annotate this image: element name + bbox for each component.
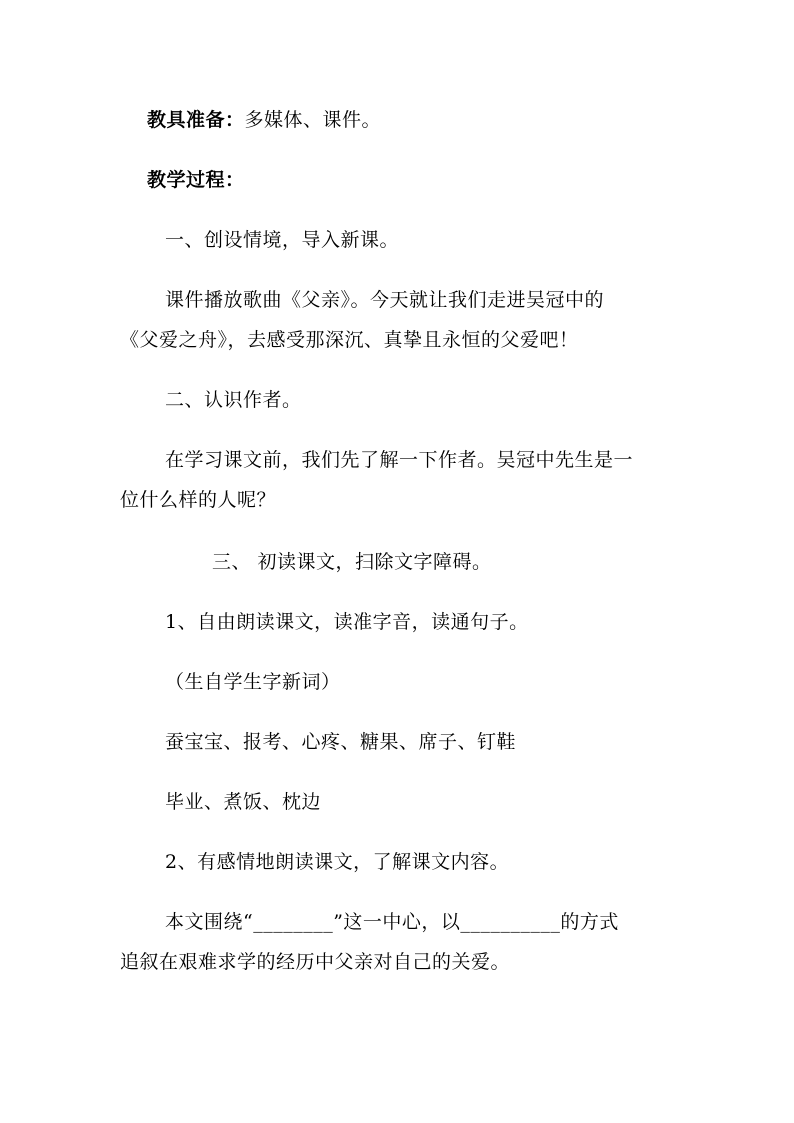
materials-text: 多媒体、课件。 <box>244 109 382 131</box>
section3-note: （生自学生字新词） <box>165 671 341 693</box>
section1-paragraph-line2: 《父爱之舟》，去感受那深沉、真挚且永恒的父爱吧！ <box>120 329 579 351</box>
vocabulary-line2: 毕业、煮饭、枕边 <box>165 791 322 813</box>
section1-paragraph-line1: 课件播放歌曲《父亲》。今天就让我们走进吴冠中的 <box>165 289 605 311</box>
section2-paragraph-line2: 位什么样的人呢？ <box>120 489 277 511</box>
materials-label: 教具准备： <box>147 109 245 131</box>
fill-blank-line2: 追叙在艰难求学的经历中父亲对自己的关爱。 <box>120 951 511 973</box>
fill-blank-line1: 本文围绕“________”这一中心，以__________的方式 <box>165 911 619 933</box>
process-heading: 教学过程： <box>147 169 245 191</box>
section2-heading: 二、认识作者。 <box>165 389 302 411</box>
section3-item1: 1、自由朗读课文，读准字音，读通句子。 <box>165 611 529 633</box>
materials-line <box>147 108 381 132</box>
section3-heading: 三、 初读课文，扫除文字障碍。 <box>212 551 492 573</box>
section1-heading: 一、创设情境，导入新课。 <box>165 229 400 251</box>
section2-paragraph-line1: 在学习课文前，我们先了解一下作者。吴冠中先生是一 <box>165 449 634 471</box>
vocabulary-line1: 蚕宝宝、报考、心疼、糖果、席子、钉鞋 <box>165 731 517 753</box>
section3-item2: 2、有感情地朗读课文，了解课文内容。 <box>165 851 510 873</box>
